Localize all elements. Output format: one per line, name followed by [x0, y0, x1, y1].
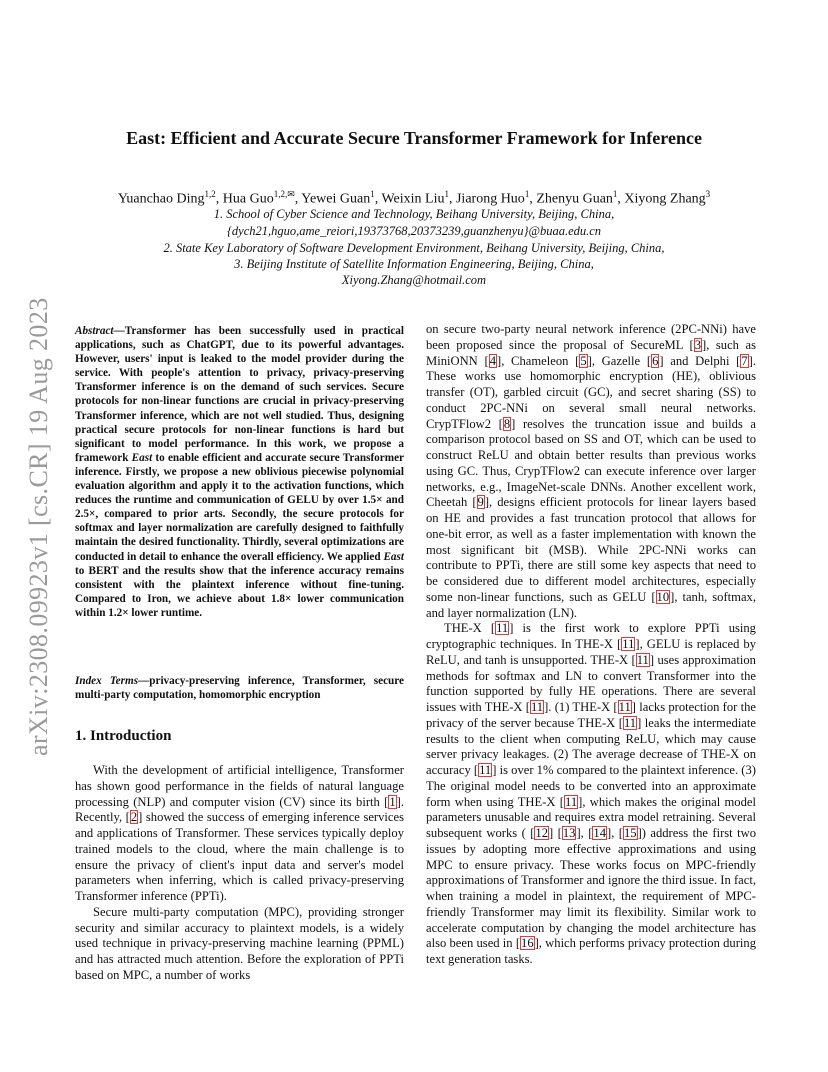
citation-link[interactable]: 16	[521, 936, 534, 951]
citation-link[interactable]: 10	[656, 589, 670, 604]
arxiv-identifier[interactable]: arXiv:2308.09923v1 [cs.CR] 19 Aug 2023	[24, 297, 53, 756]
index-terms-text: —privacy-preserving inference, Transformer, secure multi-party computation, homomorphic encryption	[75, 675, 404, 702]
index-terms-label: Index Terms	[75, 675, 139, 687]
citation-link[interactable]: 11	[618, 700, 631, 714]
section-heading: 1. Introduction	[75, 728, 172, 744]
citation-link[interactable]: 5	[580, 353, 587, 368]
introduction-body	[75, 763, 404, 984]
abstract-text: —Transformer has been successfully used in practical applications, such as ChatGPT, due to its powerful advantages. However, users' input is leaked to the model provider during the service. With people's attention to privacy, privacy-preserving Transformer inference is on the demand of such services. Secure protocols for non-linear functions are crucial in privacy-preserving Transformer inference, which are not well studied. Thus, designing practical secure protocols for non-linear functions is hard but significant to model performance. In this work, we propose a framework East to enable efficient and accurate secure Transformer inference. Firstly, we propose a new oblivious piecewise polynomial evaluation algorithm and apply it to the activation functions, which reduces the runtime and communication of GELU by over 1.5× and 2.5×, compared to prior arts. Secondly, the secure protocols for softmax and layer normalization are carefully designed to faithfully maintain the desired functionality. Thirdly, several optimizations are conducted in detail to enhance the overall efficiency. We applied East to BERT and the results show that the inference accuracy remains consistent with the plaintext inference without fine-tuning. Compared to Iron, we achieve about 1.8× lower communication within 1.2× lower runtime.	[75, 325, 404, 619]
citation-link[interactable]: 11	[623, 715, 637, 730]
index-terms	[75, 674, 404, 702]
citation-link[interactable]: 11	[479, 763, 492, 777]
affiliation-email-line: {dych21,hguo,ame_reiori,19373768,20373239,guanzhenyu}@buaa.edu.cn	[226, 224, 602, 238]
citation-link[interactable]: 6	[652, 353, 659, 368]
citation-link[interactable]: 7	[741, 353, 748, 368]
affiliation-line: 2. State Key Laboratory of Software Development Environment, Beihang University, Beijing, China,	[163, 241, 665, 255]
paragraph: Secure multi-party computation (MPC), providing stronger security and similar accuracy to plaintext models, is a widely used technique in privacy-preserving machine learning (PPML) and has attracted much attention. Before the exploration of PPTi based on MPC, a number of works	[75, 904, 404, 982]
affiliation-email-line: Xiyong.Zhang@hotmail.com	[341, 273, 487, 287]
citation-link[interactable]: 9	[477, 495, 484, 510]
paragraph: With the development of artificial intelligence, Transformer has shown good performance in the fields of natural language processing (NLP) and computer vision (CV) since its birth [1]. Recently, [2] showed the success of emerging inference services and applications of Transformer. These services typically deploy trained models to the cloud, where the main challenge is to ensure the privacy of client's input data and server's model parameters when inferring, which is called privacy-preserving Transformer inference (PPTi).	[75, 763, 405, 903]
affiliation-line: 3. Beijing Institute of Satellite Information Engineering, Beijing, China,	[234, 257, 594, 271]
citation-link[interactable]: 2	[130, 810, 138, 825]
citation-link[interactable]: 1	[389, 794, 396, 809]
author-list: Yuanchao Ding$^{1,2}$, Hua Guo$^{1,2,✉}$, Yewei Guan$^1$, Weixin Liu$^1$, Jiarong Huo$^1$, Zhenyu Guan$^1$, Xiyong Zhang$^3$	[117, 189, 711, 207]
paper-title: East: Efficient and Accurate Secure Transformer Framework for Inference	[126, 128, 702, 148]
citation-link[interactable]: 4	[489, 353, 496, 368]
abstract	[75, 324, 404, 620]
citation-link[interactable]: 8	[503, 416, 511, 431]
citation-link[interactable]: 11	[530, 700, 544, 714]
citation-link[interactable]: 11	[565, 794, 578, 809]
citation-link[interactable]: 15	[623, 826, 637, 840]
citation-link[interactable]: 3	[694, 337, 701, 352]
citation-link[interactable]: 12	[535, 826, 549, 840]
affiliation-line: 1. School of Cyber Science and Technology, Beihang University, Beijing, China,	[213, 207, 615, 221]
citation-link[interactable]: 11	[636, 652, 649, 667]
citation-link[interactable]: 11	[496, 621, 509, 636]
citation-link[interactable]: 13	[562, 826, 576, 840]
citation-link[interactable]: 11	[622, 637, 635, 651]
paragraph: THE-X [11] is the first work to explore PPTi using cryptographic techniques. In THE-X [11], GELU is replaced by ReLU, and tanh is unsupported. THE-X [11] uses approximation methods for softmax and LN to convert Transformer into the function supported by fully HE operations. There are several issues with THE-X [11]. (1) THE-X [11] lacks protection for the privacy of the server because THE-X [11] leaks the intermediate results to the client when computing ReLU, which may cause server privacy leakages. (2) The average decrease of THE-X on accuracy [11] is over 1% compared to the plaintext inference. (3) The original model needs to be converted into an approximate form when using THE-X [11], which makes the original model parameters unusable and requires extra model retraining. Several subsequent works ( [12] [13], [14], [15]) address the first two issues by adopting more effective approximations and using MPC to ensure privacy. These works focus on MPC-friendly approximations of Transformer and ignore the third issue. In fact, when training a model in plaintext, the requirement of MPC-friendly Transformer may limit its flexibility. Similar work to accelerate computation by changing the model architecture has also been used in [16], which performs privacy protection during text generation tasks.	[426, 621, 756, 966]
paragraph: on secure two-party neural network inference (2PC-NNi) have been proposed since the proposal of SecureML [3], such as MiniONN [4], Chameleon [5], Gazelle [6] and Delphi [7]. These works use homomorphic encryption (HE), oblivious transfer (OT), garbled circuit (GC), and secret sharing (SS) to conduct 2PC-NNi on several small neural networks. CrypTFlow2 [8] resolves the truncation issue and builds a comparison protocol based on SS and OT, which can be used to construct ReLU and obtain better results than previous works using GC. Thus, CrypTFlow2 can execute inference over larger networks, e.g., ImageNet-scale DNNs. Another excellent work, Cheetah [9], designs efficient protocols for linear layers based on HE and provides a fast truncation protocol that allows for one-bit error, as well as a faster implementation with known the most significant bit (MSB). While 2PC-NNi works can contribute to PPTi, there are still some key aspects that need to be considered due to different model architectures, especially some non-linear functions, such as GELU [10], tanh, softmax, and layer normalization (LN).	[426, 322, 757, 620]
abstract-label: Abstract	[75, 325, 114, 337]
right-column-body	[426, 322, 756, 968]
citation-link[interactable]: 14	[593, 826, 606, 840]
